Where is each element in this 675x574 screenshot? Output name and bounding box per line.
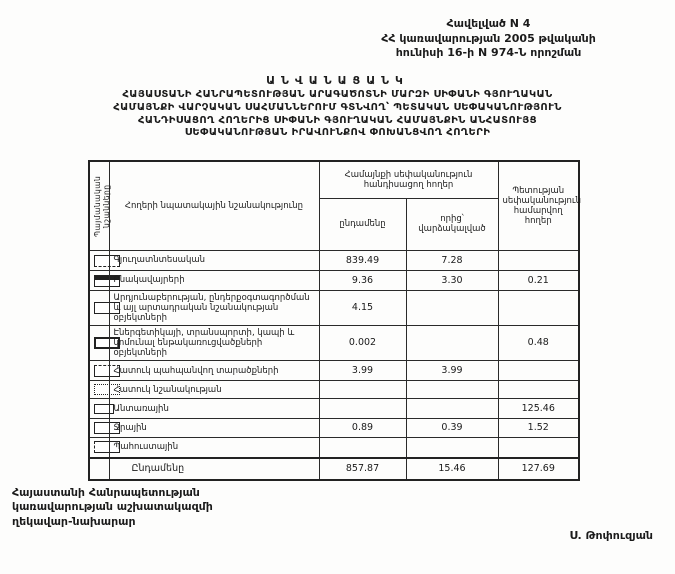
table-row-agricultural	[89, 251, 579, 271]
row-total-value: 0.002	[319, 326, 406, 361]
row-state-value: 125.46	[498, 399, 579, 419]
table-row-settlements	[89, 271, 579, 291]
row-leased-value	[406, 438, 498, 458]
table-row-grand-total	[89, 458, 579, 480]
row-label: Հատուկ նշանակության	[109, 381, 319, 399]
signature-name: Ս. Թոփուզյան	[569, 529, 653, 542]
legend-sign-box	[89, 399, 109, 419]
row-state-value: 0.48	[498, 326, 579, 361]
total-state-value: 127.69	[498, 458, 579, 480]
row-state-value: 0.21	[498, 271, 579, 291]
title-line-3: ՀԱՆԴԻՍԱՑՈՂ ՀՈՂԵՐԻՑ ՍԻՓԱՆԻ ԳՅՈՒՂԱԿԱՆ ՀԱՄԱՅՆՔԻՆ ԱՆՀԱՏՈՒՅՑ	[138, 114, 537, 126]
table-row-industrial	[89, 291, 579, 326]
row-leased-value: 3.30	[406, 271, 498, 291]
row-total-value	[319, 399, 406, 419]
title-line-2: ՀԱՄԱՅՆՔԻ ՎԱՐՉԱԿԱՆ ՍԱՀՄԱՆՆԵՐՈՒՄ ԳՏՆՎՈՂ՝ ՊԵՏԱԿԱՆ ՍԵՓԱԿԱՆՈՒԹՅՈՒՆ	[113, 101, 562, 113]
row-total-value: 839.49	[319, 251, 406, 271]
row-total-value: 9.36	[319, 271, 406, 291]
row-total-value: 4.15	[319, 291, 406, 326]
legend-sign-box	[89, 291, 109, 326]
row-total-value: 0.89	[319, 419, 406, 438]
legend-sign-box	[89, 361, 109, 381]
table-row-protected-areas	[89, 361, 579, 381]
legend-sign-box	[89, 251, 109, 271]
column-header-leased: որից՝ վարձակալված	[406, 198, 498, 250]
table-header-row-1	[89, 161, 579, 198]
row-label: Ջրային	[109, 419, 319, 438]
row-total-value	[319, 438, 406, 458]
row-total-value	[319, 381, 406, 399]
table-row-forest	[89, 399, 579, 419]
legend-sign-box	[89, 271, 109, 291]
row-label: Հատուկ պահպանվող տարածքների	[109, 361, 319, 381]
legend-sign-box	[89, 381, 109, 399]
table-row-infrastructure	[89, 326, 579, 361]
title-line-1: ՀԱՅԱՍՏԱՆԻ ՀԱՆՐԱՊԵՏՈՒԹՅԱՆ ԱՐԱԳԱԾՈՏՆԻ ՄԱՐԶԻ ՍԻՓԱՆԻ ԳՅՈՒՂԱԿԱՆ	[122, 89, 553, 100]
decree-line: հունիսի 16-ի N 974-Ն որոշման	[395, 46, 582, 60]
total-label: Ընդամենը	[109, 458, 319, 480]
total-leased-value: 15.46	[406, 458, 498, 480]
signatory-line-3: ղեկավար-նախարար	[12, 514, 136, 528]
column-header-state: Պետության սեփականություն համարվող հողեր	[498, 161, 579, 251]
legend-sign-box	[89, 438, 109, 458]
row-leased-value: 0.39	[406, 419, 498, 438]
document-title	[0, 74, 675, 140]
row-label: Արդյունաբերության, ընդերքօգտագործման և այլ արտադրական նշանակության օբյեկտների	[109, 291, 319, 326]
row-leased-value	[406, 381, 498, 399]
total-total-value: 857.87	[319, 458, 406, 480]
row-state-value	[498, 381, 579, 399]
row-state-value	[498, 291, 579, 326]
title-line-4: ՍԵՓԱԿԱՆՈՒԹՅԱՆ ԻՐԱՎՈՒՆՔՈՎ ՓՈԽԱՆՑՎՈՂ ՀՈՂԵՐԻ	[184, 127, 491, 139]
table-row-special-purpose	[89, 381, 579, 399]
row-label: Պահուստային	[109, 438, 319, 458]
legend-sign-box	[89, 419, 109, 438]
row-state-value	[498, 251, 579, 271]
column-header-signs: Պայմանական նշանները	[89, 161, 109, 251]
title-heading: ԱՆՎԱՆԱՑԱՆԿ	[266, 74, 409, 87]
signatory-title-block	[12, 486, 213, 529]
row-label: Էներգետիկայի, տրանսպորտի, կապի և կոմունալ ենթակառուցվածքների օբյեկտների	[109, 326, 319, 361]
row-label: Բնակավայրերի	[109, 271, 319, 291]
column-header-community-group: Համայնքի սեփականություն հանդիսացող հողեր	[319, 161, 498, 198]
row-state-value	[498, 361, 579, 381]
row-leased-value: 3.99	[406, 361, 498, 381]
document-reference	[316, 17, 661, 61]
signatory-line-2: կառավարության աշխատակազմի	[12, 500, 213, 514]
table-row-reserve	[89, 438, 579, 458]
row-leased-value	[406, 326, 498, 361]
annex-number: Հավելված N 4	[446, 17, 531, 30]
signatory-line-1: Հայաստանի Հանրապետության	[12, 486, 200, 499]
land-table	[88, 160, 580, 481]
column-header-total: ընդամենը	[319, 198, 406, 250]
row-label: Անտառային	[109, 399, 319, 419]
row-leased-value	[406, 399, 498, 419]
government-line: ՀՀ կառավարության 2005 թվականի	[381, 31, 596, 45]
row-label: Գյուղատնտեսական	[109, 251, 319, 271]
column-header-purpose: Հողերի նպատակային նշանակությունը	[109, 161, 319, 251]
row-leased-value	[406, 291, 498, 326]
row-state-value: 1.52	[498, 419, 579, 438]
empty-sign-cell	[89, 458, 109, 480]
table-row-water	[89, 419, 579, 438]
row-total-value: 3.99	[319, 361, 406, 381]
row-leased-value: 7.28	[406, 251, 498, 271]
row-state-value	[498, 438, 579, 458]
legend-sign-box	[89, 326, 109, 361]
